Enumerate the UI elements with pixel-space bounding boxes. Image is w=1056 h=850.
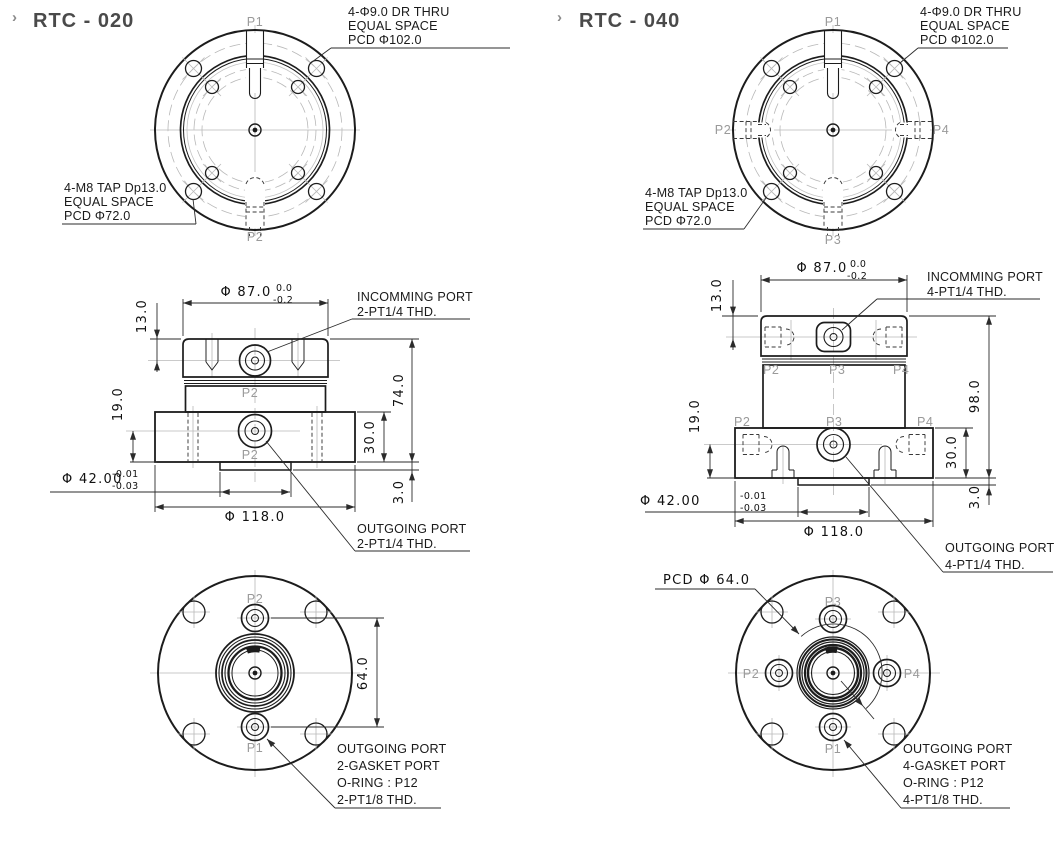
dim-text: Φ 42.00 [640,494,701,509]
dim-tolerance: -0.03 [112,481,139,492]
section-row-top-p4: P4 [893,363,910,377]
dim-text: 98.0 [968,378,983,414]
dim-text: Φ 42.00 [62,472,123,487]
port-symbol-p2-hidden [245,172,265,236]
callout-text: PCD Φ72.0 [645,214,712,228]
callout-text: 4-M8 TAP Dp13.0 [645,186,748,200]
dim-19 [688,399,734,478]
dim-text: 3.0 [392,479,407,505]
callout-tap [643,186,766,229]
callout-text: EQUAL SPACE [645,200,735,214]
port-symbol-p4-hidden [892,122,933,139]
page-title-rtc-020: RTC - 020 [33,10,135,32]
callout-text: 4-PT1/4 THD. [945,558,1025,572]
port-symbol-p1 [246,31,264,99]
center-bore [216,634,294,712]
dim-13 [710,278,758,350]
dim-dia-87 [183,283,328,336]
callout-outgoing [846,457,1055,572]
chevron-icon: › [12,9,17,26]
rtc-020-top-view [62,5,510,244]
chevron-icon: › [557,9,562,26]
callout-text: OUTGOING PORT [945,541,1055,555]
callout-text: 4-Φ9.0 DR THRU [348,5,450,19]
port-label-p1: P1 [246,15,264,29]
callout-outgoing-gasket [844,740,1013,808]
callout-text: EQUAL SPACE [348,19,438,33]
port-symbol-p3-hidden [823,174,843,236]
port-label-p1: P1 [824,742,842,756]
callout-incoming [842,270,1043,330]
callout-text: EQUAL SPACE [64,195,154,209]
callout-tap [62,181,196,224]
section-row-bottom-p4: P4 [917,415,934,429]
callout-outgoing [266,441,470,551]
port-label-p1: P1 [824,15,842,29]
dim-13 [135,299,181,372]
section-port-label-top: P2 [241,386,259,400]
callout-text: INCOMMING PORT [927,270,1043,284]
section-row-bottom-p3: P3 [826,415,843,429]
dim-19 [111,387,157,462]
page-title-rtc-040: RTC - 040 [579,10,681,32]
callout-text: 4-PT1/8 THD. [903,793,983,807]
callout-text: OUTGOING PORT [337,742,447,756]
callout-drill-thru [312,5,510,62]
rtc-020-sheet [12,5,510,808]
section-row-top-p2: P2 [763,363,780,377]
dim-text: 3.0 [968,484,983,510]
port-symbol-p1 [824,31,842,99]
dim-text: 64.0 [356,655,371,691]
port-label-p3: P3 [824,233,842,247]
port-label-p4: P4 [903,667,921,681]
rtc-020-bottom-view [150,570,447,808]
callout-text: OUTGOING PORT [357,522,467,536]
dim-dia-87 [761,259,907,312]
callout-text: 2-PT1/4 THD. [357,305,437,319]
callout-text: 4-GASKET PORT [903,759,1006,773]
port-label-p2: P2 [246,230,264,244]
port-label-p2: P2 [246,592,264,606]
dim-text: 19.0 [111,386,126,422]
callout-text: EQUAL SPACE [920,19,1010,33]
port-symbol-p2-hidden [733,122,774,139]
callout-text: INCOMMING PORT [357,290,473,304]
rtc-040-sheet [557,5,1055,808]
section-port-label-bottom: P2 [241,448,259,462]
dim-text: Φ 118.0 [803,525,865,540]
dim-text: 19.0 [688,398,703,434]
dim-text: 30.0 [945,434,960,470]
callout-text: PCD Φ72.0 [64,209,131,223]
dim-3 [871,478,996,509]
callout-text: 4-M8 TAP Dp13.0 [64,181,167,195]
callout-drill-thru [900,5,1022,63]
callout-text: PCD Φ102.0 [348,33,422,47]
dim-text: 13.0 [710,277,725,313]
rtc-040-section-view [640,259,1055,572]
dim-text-pcd: PCD Φ 64.0 [663,573,751,588]
dim-text: 13.0 [135,298,150,334]
dim-text: Φ 118.0 [224,510,286,525]
dim-tolerance: -0.01 [112,469,139,480]
port-label-p2: P2 [714,123,732,137]
dim-text: Φ 87.0 [220,285,272,300]
port-label-p1: P1 [246,741,264,755]
callout-outgoing-gasket [267,739,447,808]
section-row-bottom-p2: P2 [734,415,751,429]
dim-tolerance: -0.03 [740,503,767,514]
dim-30 [357,412,391,462]
port-label-p4: P4 [932,123,950,137]
port-label-p3: P3 [824,595,842,609]
section-row-top-p3: P3 [829,363,846,377]
dim-tolerance: -0.01 [740,491,767,502]
dim-tolerance: 0.0 [276,283,293,294]
dim-text: 74.0 [392,372,407,408]
dim-30 [935,428,973,478]
dim-tolerance: -0.2 [273,295,294,306]
port-label-p2: P2 [742,667,760,681]
dim-text: Φ 87.0 [796,261,848,276]
rtc-040-top-view [643,5,1022,247]
rtc-020-section-view [50,283,473,551]
callout-text: 2-PT1/4 THD. [357,537,437,551]
dim-tolerance: 0.0 [850,259,867,270]
callout-text: 2-PT1/8 THD. [337,793,417,807]
callout-text: PCD Φ102.0 [920,33,994,47]
callout-text: O-RING : P12 [903,776,984,790]
center-bore [797,637,869,709]
callout-text: 4-PT1/4 THD. [927,285,1007,299]
callout-text: 2-GASKET PORT [337,759,440,773]
dim-dia-42 [640,487,869,517]
callout-text: O-RING : P12 [337,776,418,790]
dim-text: 30.0 [363,419,378,455]
rtc-040-bottom-view [655,570,1013,808]
callout-text: OUTGOING PORT [903,742,1013,756]
dim-tolerance: -0.2 [847,271,868,282]
callout-text: 4-Φ9.0 DR THRU [920,5,1022,19]
